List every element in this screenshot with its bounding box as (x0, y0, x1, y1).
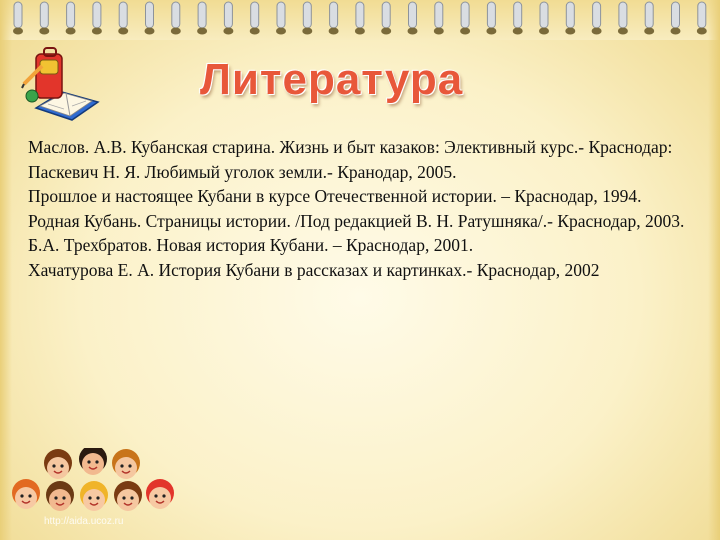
right-edge (708, 0, 720, 540)
reference-item: Паскевич Н. Я. Любимый уголок земли.- Кранодар, 2005. (28, 161, 457, 182)
slide-title: Литература (200, 55, 464, 104)
reference-item: Хачатурова Е. А. История Кубани в рассказах и картинках.- Краснодар, 2002 (28, 259, 600, 280)
watermark: http://aida.ucoz.ru (44, 516, 124, 527)
reference-item: Родная Кубань. Страницы истории. /Под редакцией В. Н. Ратушняка/.- Краснодар, 2003. (28, 210, 685, 231)
reference-item: Маслов. А.В. Кубанская старина. Жизнь и быт казаков: Элективный курс.- Краснодар: (28, 137, 673, 157)
reference-item: Прошлое и настоящее Кубани в курсе Отечественной истории. – Краснодар, 1994. (28, 186, 642, 206)
children-faces-icon (8, 448, 178, 518)
school-bag-book-icon (14, 36, 104, 126)
notebook-spiral-icon (0, 0, 720, 40)
reference-list (28, 135, 708, 282)
reference-item: Б.А. Трехбратов. Новая история Кубани. – Краснодар, 2001. (28, 235, 474, 255)
